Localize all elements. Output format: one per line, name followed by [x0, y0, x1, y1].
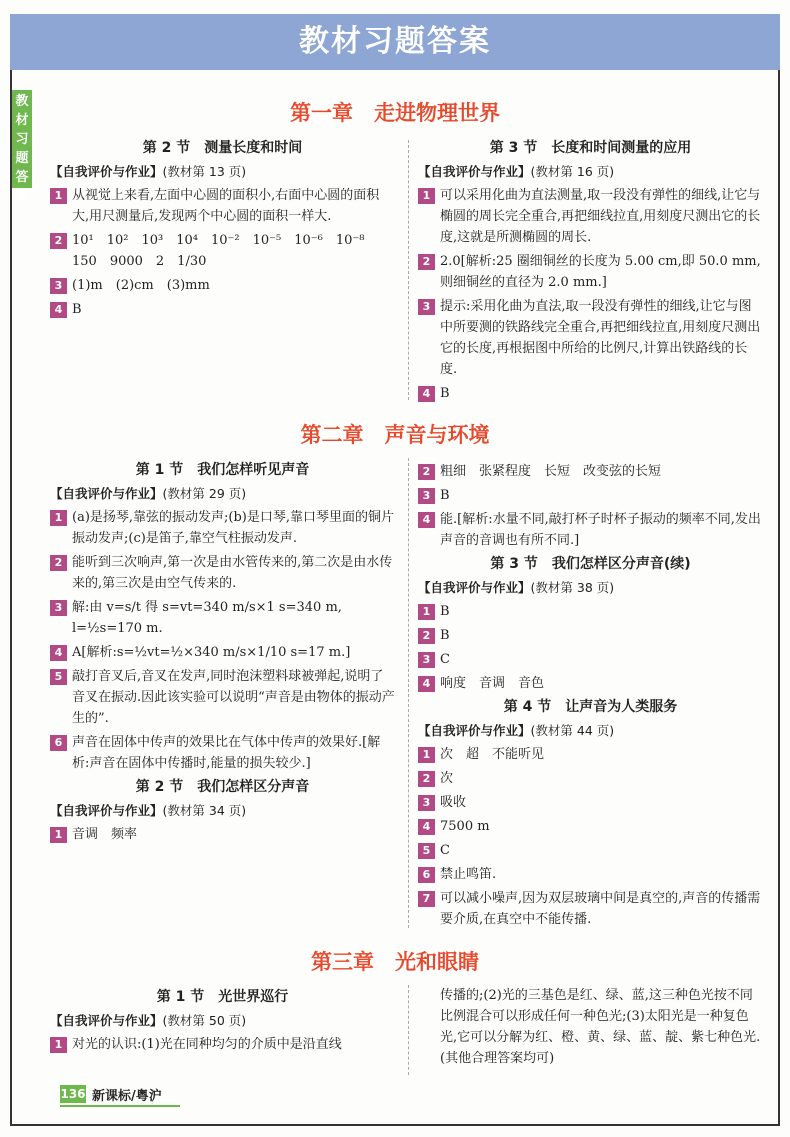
- answer-item: 2 2.0[解析:25 圈细铜丝的长度为 5.00 cm,即 50.0 mm,则细铜丝的直径为 2.0 mm.]: [418, 251, 763, 293]
- answer-item: 2 10¹ 10² 10³ 10⁴ 10⁻² 10⁻⁵ 10⁻⁶ 10⁻⁸ 150 9000 2 1/30: [50, 230, 395, 272]
- answer-item: 3 (1)m (2)cm (3)mm: [50, 275, 395, 296]
- ch3-right-column: [440, 985, 763, 1069]
- column-divider: [408, 985, 409, 1075]
- answer-item: 6 禁止鸣笛.: [418, 864, 763, 885]
- homework-header: 【自我评价与作业】(教材第 44 页): [418, 723, 615, 738]
- answer-item: 1 可以采用化曲为直法测量,取一段没有弹性的细线,让它与椭圆的周长完全重合,再把细线拉直,用刻度尺测出它的长度,这就是所测椭圆的周长.: [418, 185, 763, 248]
- answer-item: 4 能.[解析:水量不同,敲打杯子时杯子振动的频率不同,发出声音的音调也有所不同.]: [418, 509, 763, 551]
- answer-item: 1 音调 频率: [50, 824, 395, 845]
- homework-header: 【自我评价与作业】(教材第 29 页): [50, 486, 247, 501]
- answer-item: 2 次: [418, 768, 763, 789]
- answer-item: 1 对光的认识:(1)光在同种均匀的介质中是沿直线: [50, 1034, 395, 1055]
- chapter-2-title: 第二章 声音与环境: [300, 423, 490, 447]
- page-number: 136: [60, 1087, 86, 1101]
- answer-item: 2 B: [418, 625, 763, 646]
- column-divider: [408, 458, 409, 928]
- answer-item: 3 解:由 v=s/t 得 s=vt=340 m/s×1 s=340 m, l=½s=170 m.: [50, 597, 395, 639]
- section-title: 第 3 节 我们怎样区分声音(续): [490, 556, 691, 572]
- chapter-3-title: 第三章 光和眼睛: [311, 950, 479, 974]
- ch1-left-column: [50, 136, 395, 323]
- answer-item: 3 提示:采用化曲为直法,取一段没有弹性的细线,让它与图中所要测的铁路线完全重合,再把细线拉直,用刻度尺测出它的长度,再根据图中所给的比例尺,计算出铁路线的长度.: [418, 296, 763, 380]
- answer-item: 3 B: [418, 485, 763, 506]
- homework-header: 【自我评价与作业】(教材第 50 页): [50, 1013, 247, 1028]
- section-title: 第 2 节 我们怎样区分声音: [135, 779, 310, 795]
- chapter-1-title: 第一章 走进物理世界: [290, 101, 500, 125]
- answer-item: 5 C: [418, 840, 763, 861]
- answer-item: 6 声音在固体中传声的效果比在气体中传声的效果好.[解析:声音在固体中传播时,能量的损失较少.]: [50, 732, 395, 774]
- answer-item: 1 次 超 不能听见: [418, 744, 763, 765]
- answer-item: 1 (a)是扬琴,靠弦的振动发声;(b)是口琴,靠口琴里面的铜片振动发声;(c)是笛子,靠空气柱振动发声.: [50, 507, 395, 549]
- page-title: 教材习题答案: [299, 24, 491, 59]
- ch3-left-column: [50, 985, 395, 1058]
- section-title: 第 4 节 让声音为人类服务: [503, 699, 678, 715]
- section-title: 第 1 节 我们怎样听见声音: [135, 462, 310, 478]
- homework-header: 【自我评价与作业】(教材第 16 页): [418, 164, 615, 179]
- section-title: 第 3 节 长度和时间测量的应用: [489, 140, 692, 156]
- ch1-right-column: [418, 136, 763, 407]
- answer-item: 1 B: [418, 601, 763, 622]
- answer-item: 7 可以减小噪声,因为双层玻璃中间是真空的,声音的传播需要介质,在真空中不能传播.: [418, 888, 763, 930]
- section-title: 第 2 节 测量长度和时间: [142, 140, 303, 156]
- footer-rule: [60, 1105, 180, 1107]
- answer-item: 5 敲打音叉后,音叉在发声,同时泡沫塑料球被弹起,说明了音叉在振动.因此该实验可以说明“声音是由物体的振动产生的”.: [50, 666, 395, 729]
- ch2-left-column: [50, 458, 395, 848]
- section-title: 第 1 节 光世界巡行: [156, 989, 289, 1005]
- side-tab: 教材习题答案: [12, 90, 32, 188]
- homework-header: 【自我评价与作业】(教材第 34 页): [50, 803, 247, 818]
- answer-item: 4 A[解析:s=½vt=½×340 m/s×1/10 s=17 m.]: [50, 642, 395, 663]
- column-divider: [408, 140, 409, 400]
- answer-item: 4 响度 音调 音色: [418, 673, 763, 694]
- ch2-right-column: [418, 458, 763, 933]
- answer-item: 1 从视觉上来看,左面中心圆的面积小,右面中心圆的面积大,用尺测量后,发现两个中心圆的面积一样大.: [50, 185, 395, 227]
- answer-item: 4 B: [418, 383, 763, 404]
- answer-item: 3 吸收: [418, 792, 763, 813]
- answer-item: 3 C: [418, 649, 763, 670]
- answer-item: 4 7500 m: [418, 816, 763, 837]
- answer-item: 2 粗细 张紧程度 长短 改变弦的长短: [418, 461, 763, 482]
- answer-item: 4 B: [50, 299, 395, 320]
- series-label: 新课标/粤沪: [92, 1089, 162, 1104]
- homework-header: 【自我评价与作业】(教材第 13 页): [50, 164, 247, 179]
- homework-header: 【自我评价与作业】(教材第 38 页): [418, 580, 615, 595]
- answer-item: 2 能听到三次响声,第一次是由水管传来的,第二次是由水传来的,第三次是由空气传来的.: [50, 552, 395, 594]
- answer-continuation: 传播的;(2)光的三基色是红、绿、蓝,这三种色光按不同比例混合可以形成任何一种色光;(3)太阳光是一种复色光,它可以分解为红、橙、黄、绿、蓝、靛、紫七种色光.(其他合理答案均可): [440, 988, 761, 1066]
